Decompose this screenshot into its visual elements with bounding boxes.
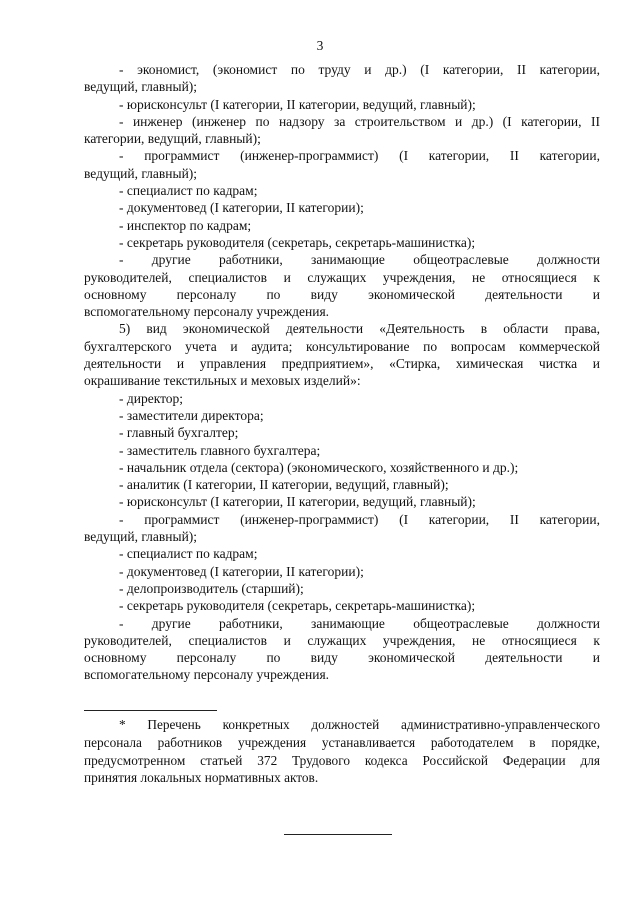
list-item: - специалист по кадрам; — [119, 183, 258, 199]
list-item: - экономист, (экономист по труду и др.) (I категории, II категории, ведущий, главный); — [84, 62, 600, 95]
list-item: - юрисконсульт (I категории, II категории, ведущий, главный); — [119, 494, 476, 510]
section-paragraph: 5) вид экономической деятельности «Деятельность в области права, бухгалтерского учета и аудита; консультирование по вопросам коммерческой деятельности и управления предприятием», «Стирка, химическая чистка и окрашивание текстильных и меховых изделий»: — [84, 321, 600, 389]
list-item: - программист (инженер-программист) (I категории, II категории, ведущий, главный); — [84, 148, 600, 181]
list-item: - секретарь руководителя (секретарь, секретарь-машинистка); — [119, 234, 476, 250]
list-item: - делопроизводитель (старший); — [119, 580, 304, 596]
list-item: - другие работники, занимающие общеотраслевые должности руководителей, специалистов и служащих учреждения, не относящиеся к основному персоналу по виду экономической деятельности и вспомогательному персоналу учреждения. — [84, 615, 600, 683]
list-item: - программист (инженер-программист) (I категории, II категории, ведущий, главный); — [84, 511, 600, 545]
list-item: - инспектор по кадрам; — [119, 217, 252, 233]
list-item: - директор; — [119, 390, 184, 406]
footnote-divider — [84, 710, 217, 711]
list-item: - начальник отдела (сектора) (экономического, хозяйственного и др.); — [119, 459, 519, 475]
list-item: - юрисконсульт (I категории, II категории, ведущий, главный); — [119, 96, 476, 112]
page-number: 3 — [316, 38, 324, 53]
document-body — [84, 61, 600, 684]
list-item: - инженер (инженер по надзору за строительством и др.) (I категории, II категории, ведущий, главный); — [84, 113, 600, 147]
list-item: - аналитик (I категории, II категории, ведущий, главный); — [119, 477, 449, 493]
list-item: - другие работники, занимающие общеотраслевые должности руководителей, специалистов и служащих учреждения, не относящиеся к основному персоналу по виду экономической деятельности и вспомогательному персоналу учреждения. — [84, 252, 600, 320]
list-item: - специалист по кадрам; — [119, 546, 258, 562]
end-divider — [284, 834, 392, 835]
list-item: - заместитель главного бухгалтера; — [119, 442, 321, 458]
list-item: - документовед (I категории, II категории); — [119, 200, 364, 216]
footnote: * Перечень конкретных должностей административно-управленческого персонала работников учреждения устанавливается работодателем в порядке, предусмотренном статьей 372 Трудового кодекса Российской Федерации для принятия локальных нормативных актов. — [84, 717, 600, 786]
list-item: - секретарь руководителя (секретарь, секретарь-машинистка); — [119, 598, 476, 614]
list-item: - заместители директора; — [119, 407, 264, 423]
list-item: - документовед (I категории, II категории); — [119, 563, 364, 579]
list-item: - главный бухгалтер; — [119, 425, 239, 441]
